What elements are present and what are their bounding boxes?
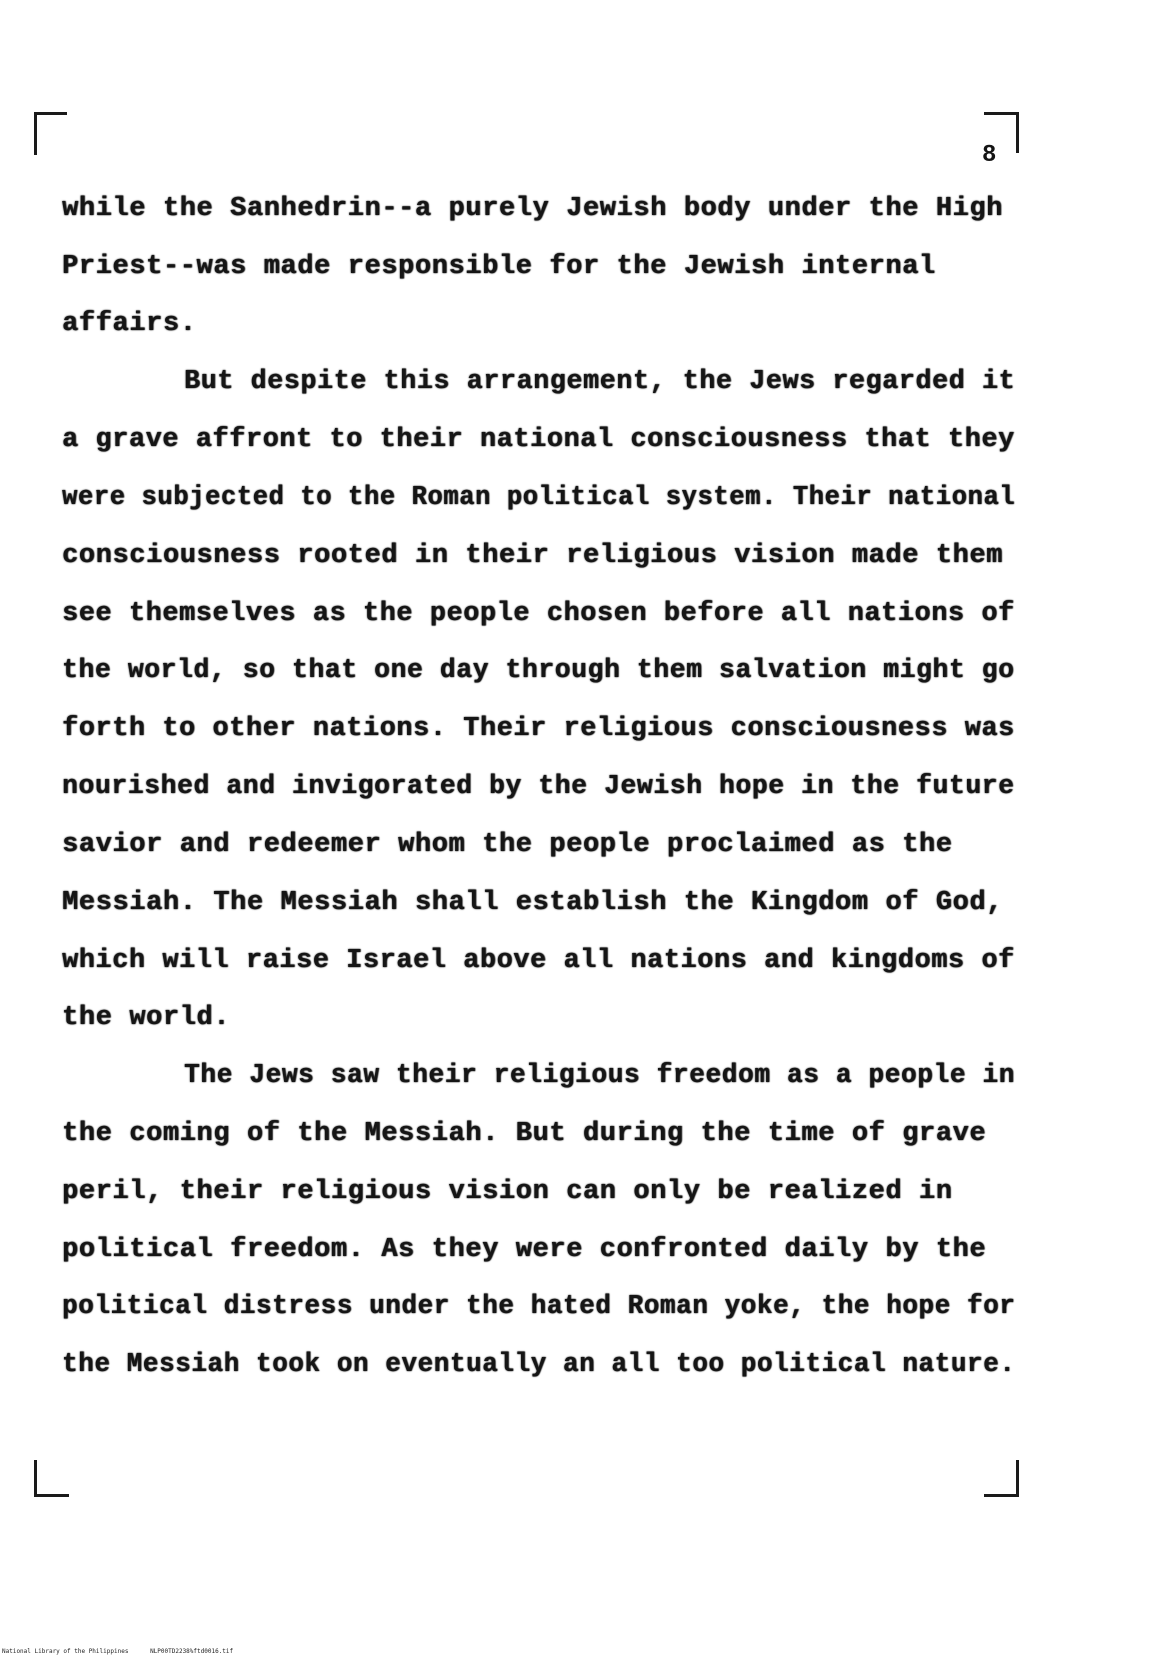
crop-mark-bottom-left — [34, 1460, 69, 1497]
text-line: which will raise Israel above all nations and kingdoms of — [62, 946, 1015, 976]
text-line: see themselves as the people chosen before all nations of — [62, 599, 1015, 629]
text-line: peril, their religious vision can only be realized in — [62, 1177, 953, 1207]
text-line: The Jews saw their religious freedom as a people in — [184, 1061, 1015, 1091]
text-line: affairs. — [62, 309, 197, 339]
text-line: forth to other nations. Their religious consciousness was — [62, 714, 1015, 744]
text-line: savior and redeemer whom the people proclaimed as the — [62, 830, 953, 860]
text-line: political freedom. As they were confronted daily by the — [62, 1235, 987, 1265]
text-line: a grave affront to their national consciousness that they — [62, 425, 1015, 455]
crop-mark-bottom-right — [984, 1460, 1019, 1497]
footer-file: NLP00TD2238%ftd0016.tif — [150, 1648, 234, 1655]
text-line: Priest--was made responsible for the Jewish internal — [62, 252, 936, 282]
text-line: the world. — [62, 1003, 231, 1033]
page-number: 8 — [982, 142, 997, 169]
text-line: political distress under the hated Roman yoke, the hope for — [62, 1292, 1016, 1322]
text-line: Messiah. The Messiah shall establish the Kingdom of God, — [62, 888, 1003, 918]
text-line: the Messiah took on eventually an all too political nature. — [62, 1350, 1016, 1380]
text-line: were subjected to the Roman political system. Their national — [62, 483, 1016, 513]
text-line: the world, so that one day through them salvation might go — [62, 656, 1015, 686]
footer-library: National Library of the Philippines — [2, 1648, 129, 1655]
text-line: while the Sanhedrin--a purely Jewish body under the High — [62, 194, 1003, 224]
text-line: nourished and invigorated by the Jewish hope in the future — [62, 772, 1015, 802]
text-line: But despite this arrangement, the Jews regarded it — [184, 367, 1016, 397]
scan-footer — [2, 1648, 233, 1655]
crop-mark-top-left — [34, 112, 67, 155]
text-line: consciousness rooted in their religious vision made them — [62, 541, 1003, 571]
text-line: the coming of the Messiah. But during the time of grave — [62, 1119, 987, 1149]
